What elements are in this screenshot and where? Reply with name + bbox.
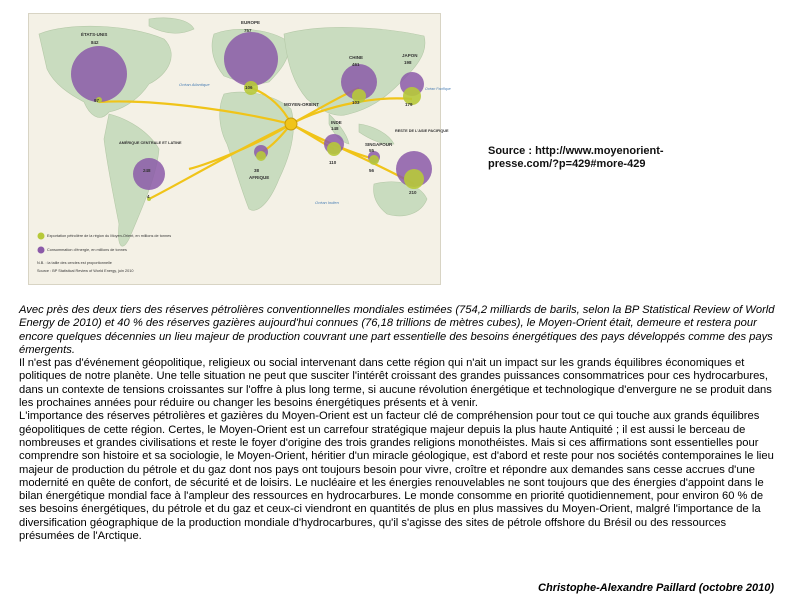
label-china: CHINE: [349, 55, 364, 60]
label-usa: ÉTATS-UNIS: [81, 32, 108, 37]
export-usa: 97: [94, 98, 100, 103]
paragraph-3: L'importance des réserves pétrolières et gazières du Moyen-Orient est un facteur clé de compréhension pour tout ce qui touche aux grands équilibres géopolitiques de cette région. Certes, le Moyen-Orient est un carrefour stratégique majeur depuis la plus haute Antiquité ; il est aussi le berceau de nombreuses et grandes civilisations et reste le foyer d'origine des trois grandes religions monothéistes. Mais si ces affirmations sont essentielles pour comprendre son histoire et sa sociologie, le Moyen-Orient, héritier d'un miracle géologique, est d'abord et reste pour nos sociétés contemporaines le lieu majeur de production du pétrole et du gaz dont nos pays ont toujours besoin pour vivre, croître et répondre aux demandes sans cesse accrues d'une modernité en quête de confort, de sécurité et de loisirs. Le nucléaire et les énergies renouvelables ne sont toujours que des énergies d'appoint dans le bilan énergétique mondial face à l'ampleur des ressources en hydrocarbures. Le monde consomme en priorité quotidiennement, pour environ 60 % de ses besoins énergétiques, du pétrole et du gaz et ceux-ci viendront en quantités de plus en plus massives du Moyen-Orient, malgré l'importance de la diversification géographique de la production mondiale d'hydrocarbures, qu'il s'agisse des sites de pétrole offshore du Brésil ou des ressources présumées de l'Arctique.: [19, 410, 774, 543]
label-singapore: SINGAPOUR: [365, 142, 393, 147]
value-japan: 198: [404, 60, 412, 65]
ocean-pacific: Océan Pacifique: [425, 87, 451, 91]
source-note: Source : http://www.moyenorient-presse.com/?p=429#more-429: [488, 145, 664, 170]
value-europe: 757: [244, 28, 252, 33]
value-singapore: 55: [369, 148, 375, 153]
export-singapore: 56: [369, 168, 375, 173]
bubble-europe: [224, 32, 278, 86]
legend-export: Exportation pétrolière de la région du Moyen-Orient, en millions de tonnes: [47, 234, 172, 238]
legend-source: Source : BP Statistical Review of World Energy, juin 2010: [37, 269, 134, 273]
value-china: 461: [352, 62, 360, 67]
label-japan: JAPON: [402, 53, 418, 58]
export-japan: 179: [405, 102, 413, 107]
paragraph-intro: Avec près des deux tiers des réserves pétrolières conventionnelles mondiales estimées (754,2 milliards de barils, selon la BP Statistical Review of World Energy de 2010) et 40 % des réserves gazières aujourd'hui connues (76,18 trillions de mètres cubes), le Moyen-Orient était, demeure et restera pour encore quelques décennies un lieu majeur de production couvrant une part essentielle des besoins énergétiques des pays développés comme des pays émergents.: [19, 304, 775, 356]
legend-note: N.B. : la taille des cercles est proportionnelle: [37, 261, 112, 265]
ocean-atlantic: Océan Atlantique: [179, 82, 210, 87]
hub-label: MOYEN-ORIENT: [284, 102, 320, 107]
middle-east-hub: [285, 118, 297, 130]
export-latam: 4: [147, 194, 150, 199]
label-africa: AFRIQUE: [249, 175, 270, 180]
bubble-latam: [133, 158, 165, 190]
label-latam: AMÉRIQUE CENTRALE ET LATINE: [119, 141, 182, 145]
world-energy-map: [28, 13, 451, 285]
export-china: 103: [352, 100, 360, 105]
article-body: [19, 304, 779, 543]
export-africa: 38: [254, 168, 260, 173]
value-india: 148: [331, 126, 339, 131]
export-india: 110: [329, 160, 337, 165]
export-asia-pacific: 210: [409, 190, 417, 195]
export-europe: 106: [245, 85, 253, 90]
value-usa: 842: [91, 40, 99, 45]
paragraph-2: Il n'est pas d'événement géopolitique, religieux ou social intervenant dans cette région qui n'ait un impact sur les grands équilibres économiques et politiques de notre planète. Une telle situation ne peut que susciter l'intérêt croissant des grandes puissances consommatrices pour ces hydrocarbures, dans un contexte de tensions croissantes sur l'offre à plus long terme, si aucune révolution énergétique et technologique d'envergure ne se produit dans les prochaines années pour réduire ou changer les besoins énergétiques présents et à venir.: [19, 357, 772, 410]
bubble-usa: [71, 46, 127, 102]
author-signature: Christophe-Alexandre Paillard (octobre 2010): [538, 582, 774, 594]
legend-consumption: Consommation d'énergie, en millions de tonnes: [47, 248, 127, 252]
map-legend: [37, 233, 171, 274]
label-europe: EUROPE: [241, 20, 261, 25]
label-asia-pacific: RESTE DE L'ASIE PACIFIQUE: [395, 129, 449, 133]
ocean-indian: Océan Indien: [315, 200, 339, 205]
label-india: INDE: [331, 120, 342, 125]
value-latam: 248: [143, 168, 151, 173]
